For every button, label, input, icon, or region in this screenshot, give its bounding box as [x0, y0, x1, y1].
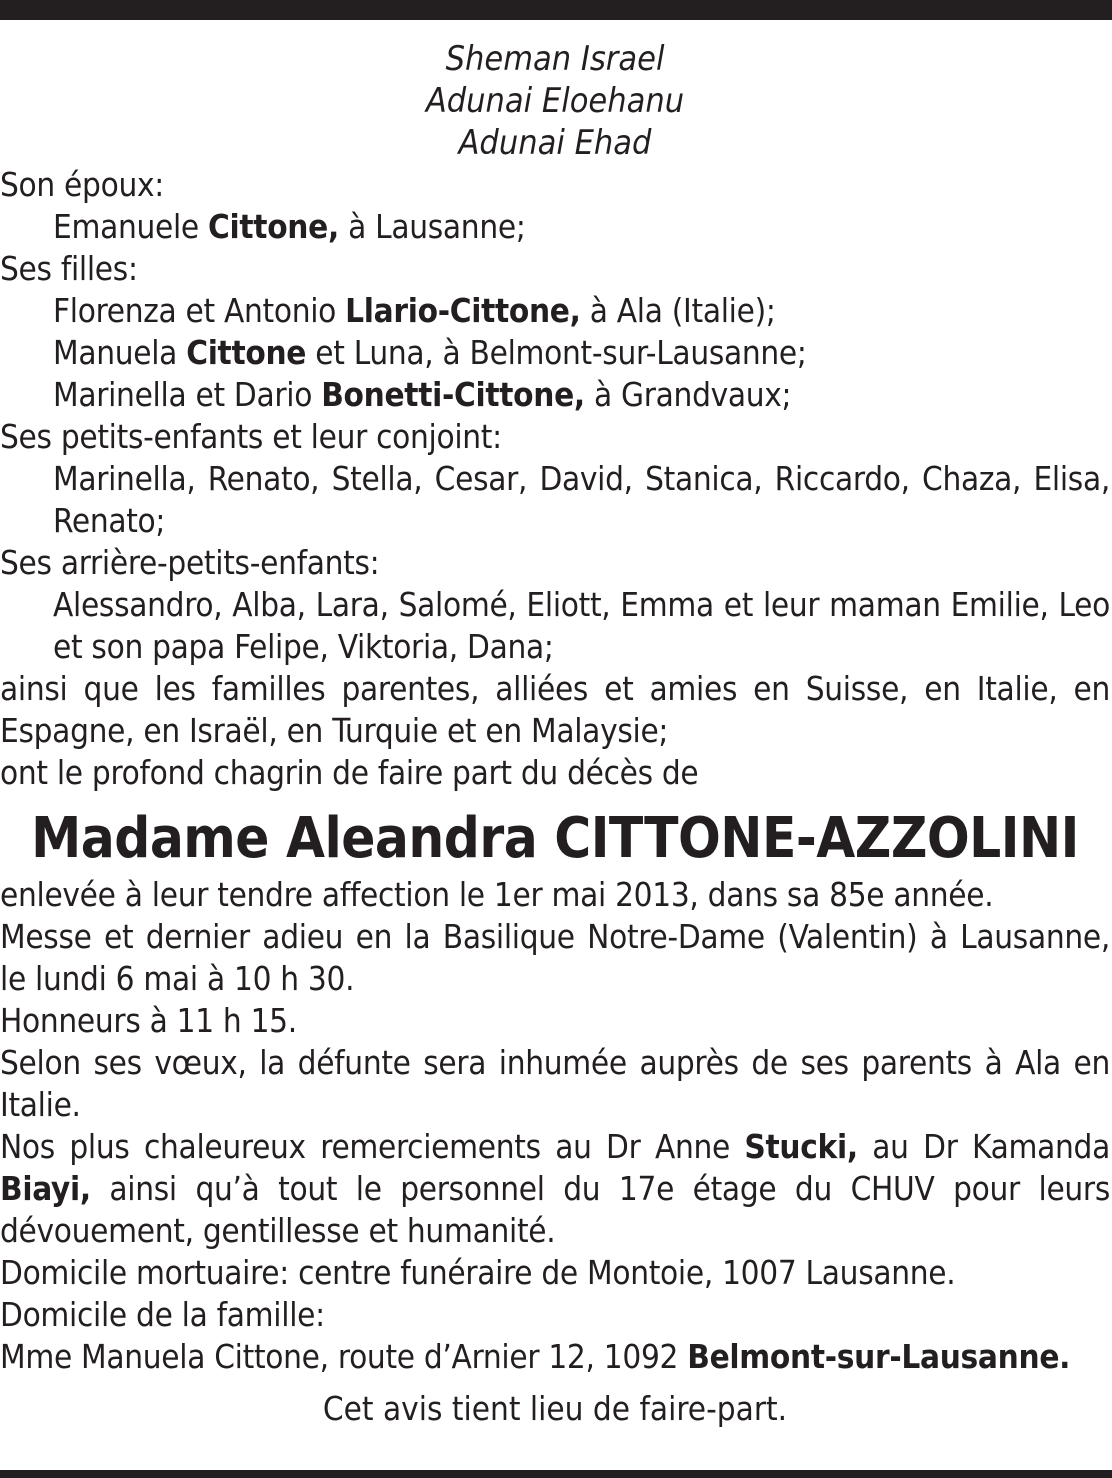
address-block: [0, 1252, 1110, 1378]
great-grandchildren-heading: Ses arrière-petits-enfants:: [0, 543, 380, 582]
daughter-place: à Grandvaux;: [584, 375, 792, 414]
detail-line: Messe et dernier adieu en la Basilique Notre-Dame (Valentin) à Lausanne,: [0, 917, 1110, 956]
thanks-line: [0, 1126, 1110, 1168]
details-block: [0, 874, 1110, 1126]
family-address-heading: Domicile de la famille:: [0, 1295, 325, 1334]
family-address: [0, 1336, 1110, 1378]
families-line: ainsi que les familles parentes, alliées et amies en Suisse, en Italie, en: [0, 669, 1110, 708]
daughter-surname: Bonetti-Cittone,: [321, 375, 585, 414]
daughter-surname: Cittone: [186, 333, 307, 372]
spouse-surname: Cittone,: [208, 207, 339, 246]
motto-line: Adunai Eloehanu: [425, 81, 685, 121]
daughter-names: Manuela: [53, 333, 187, 372]
doctor-name: Stucki,: [744, 1127, 858, 1166]
motto-line: Adunai Ehad: [458, 123, 652, 163]
thanks-text: au Dr Kamanda: [857, 1127, 1110, 1166]
family-address-town: Belmont-sur-Lausanne.: [687, 1337, 1071, 1376]
great-grandchildren-line: et son papa Felipe, Viktoria, Dana;: [53, 627, 554, 666]
deceased-name: Madame Aleandra CITTONE-AZZOLINI: [31, 806, 1079, 871]
daughter-place: à Ala (Italie);: [580, 291, 776, 330]
daughter-line: [0, 332, 1110, 374]
spouse-heading: Son époux:: [0, 165, 164, 204]
motto-line: Sheman Israel: [445, 39, 665, 79]
thanks-text: Nos plus chaleureux remerciements au Dr Anne: [0, 1127, 745, 1166]
obituary-notice: [0, 38, 1110, 1430]
great-grandchildren-line: Alessandro, Alba, Lara, Salomé, Eliott, Emma et leur maman Emilie, Leo: [53, 585, 1110, 624]
motto: [0, 38, 1110, 164]
daughter-names: Marinella et Dario: [53, 375, 322, 414]
spouse-first-name: Emanuele: [53, 207, 209, 246]
detail-line: Selon ses vœux, la défunte sera inhumée auprès de ses parents à Ala en: [0, 1043, 1110, 1082]
daughter-names: Florenza et Antonio: [53, 291, 346, 330]
doctor-name: Biayi,: [0, 1169, 91, 1208]
detail-line: enlevée à leur tendre affection le 1er mai 2013, dans sa 85e année.: [0, 875, 994, 914]
mortuary-address: Domicile mortuaire: centre funéraire de Montoie, 1007 Lausanne.: [0, 1253, 956, 1292]
detail-line: le lundi 6 mai à 10 h 30.: [0, 959, 355, 998]
thanks-line: [0, 1168, 1110, 1210]
grandchildren-line: Marinella, Renato, Stella, Cesar, David, Stanica, Riccardo, Chaza, Elisa,: [53, 459, 1110, 498]
grandchildren-heading: Ses petits-enfants et leur conjoint:: [0, 417, 502, 456]
family-address-text: Mme Manuela Cittone, route d’Arnier 12, 1092: [0, 1337, 688, 1376]
daughter-place: et Luna, à Belmont-sur-Lausanne;: [306, 333, 807, 372]
spouse-place: à Lausanne;: [338, 207, 526, 246]
bottom-border-rule: [0, 1470, 1112, 1478]
grandchildren-line: Renato;: [53, 501, 166, 540]
daughter-line: [0, 290, 1110, 332]
families-line: Espagne, en Israël, en Turquie et en Malaysie;: [0, 711, 669, 750]
announcement-line: ont le profond chagrin de faire part du décès de: [0, 753, 699, 792]
thanks-text: ainsi qu’à tout le personnel du 17e étage du CHUV pour leurs: [90, 1169, 1110, 1208]
detail-line: Italie.: [0, 1085, 81, 1124]
top-border-rule: [0, 0, 1112, 20]
closing-note: Cet avis tient lieu de faire-part.: [322, 1389, 788, 1428]
daughters-heading: Ses filles:: [0, 249, 138, 288]
daughter-surname: Llario-Cittone,: [345, 291, 581, 330]
spouse-line: [0, 206, 1110, 248]
thanks-line: dévouement, gentillesse et humanité.: [0, 1211, 556, 1250]
daughter-line: [0, 374, 1110, 416]
detail-line: Honneurs à 11 h 15.: [0, 1001, 297, 1040]
thanks-block: [0, 1126, 1110, 1252]
